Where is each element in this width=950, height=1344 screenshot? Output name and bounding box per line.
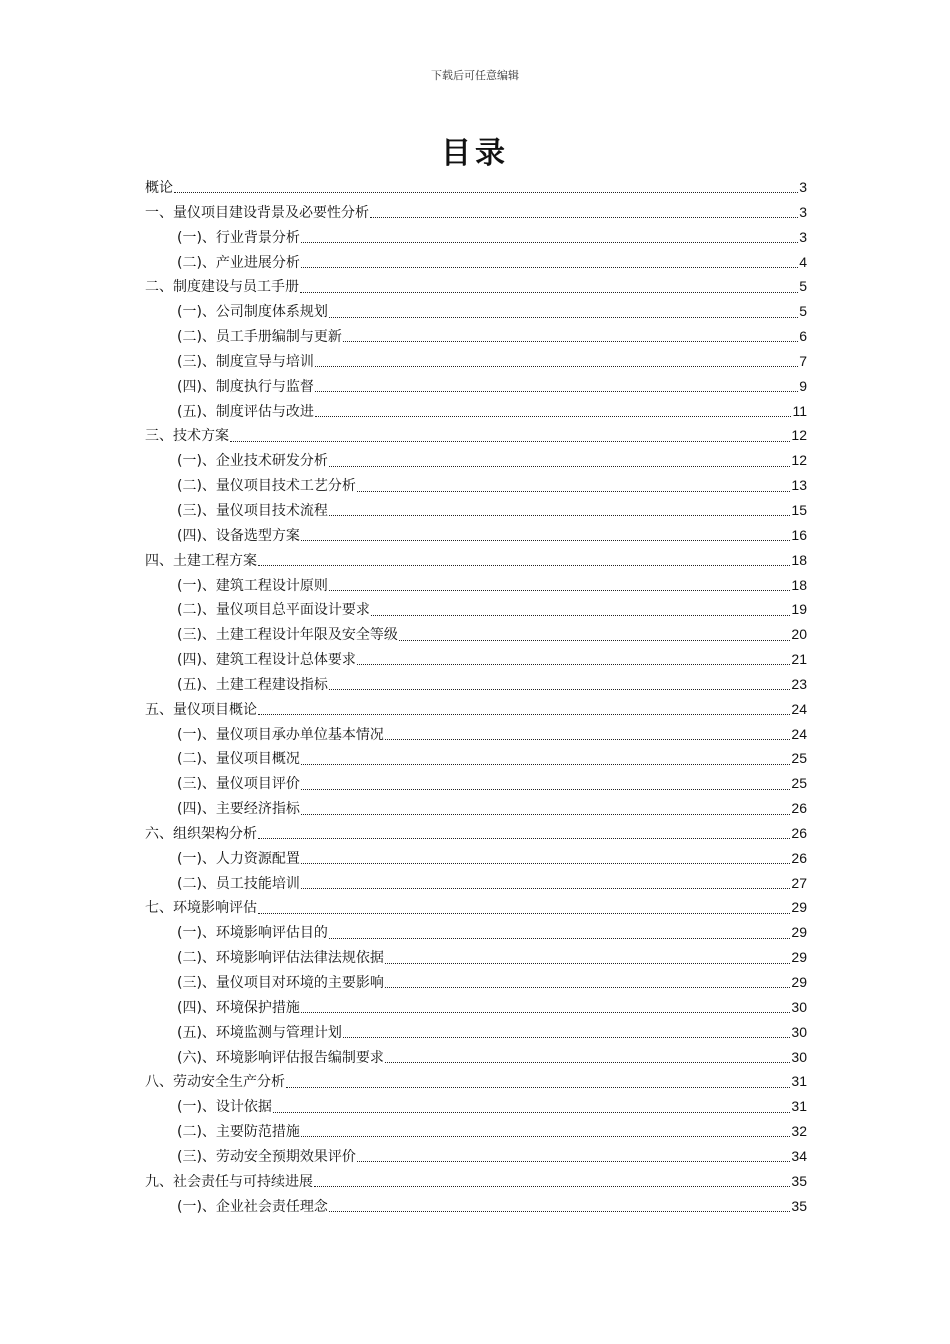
toc-entry-page-number: 29 [791, 899, 807, 916]
toc-dot-leader [329, 926, 790, 940]
toc-dot-leader [174, 180, 798, 194]
toc-entry-page-number: 15 [791, 501, 807, 518]
toc-entry-label: (六)、环境影响评估报告编制要求 [177, 1049, 384, 1066]
toc-entry-page-number: 21 [791, 651, 807, 668]
toc-entry-page-number: 24 [791, 700, 807, 717]
toc-entry[interactable] [145, 1069, 807, 1094]
toc-entry-page-number: 30 [791, 1048, 807, 1065]
toc-entry[interactable] [145, 672, 807, 697]
toc-entry[interactable] [145, 175, 807, 200]
toc-entry[interactable] [145, 523, 807, 548]
toc-dot-leader [301, 528, 790, 542]
toc-entry-label: (二)、产业进展分析 [177, 254, 300, 271]
toc-entry[interactable] [145, 622, 807, 647]
toc-entry[interactable] [145, 324, 807, 349]
toc-dot-leader [258, 826, 790, 840]
toc-entry[interactable] [145, 722, 807, 747]
toc-entry-label: (三)、劳动安全预期效果评价 [177, 1148, 356, 1165]
toc-entry[interactable] [145, 945, 807, 970]
toc-dot-leader [357, 652, 790, 666]
toc-entry-page-number: 35 [791, 1172, 807, 1189]
toc-dot-leader [357, 1149, 790, 1163]
toc-entry-page-number: 32 [791, 1123, 807, 1140]
toc-entry-label: (一)、公司制度体系规划 [177, 304, 328, 321]
toc-entry-label: 六、组织架构分析 [145, 825, 257, 842]
toc-entry-page-number: 4 [799, 253, 807, 270]
toc-entry[interactable] [145, 200, 807, 225]
toc-entry[interactable] [145, 597, 807, 622]
toc-entry-label: (二)、量仪项目技术工艺分析 [177, 478, 356, 495]
toc-entry[interactable] [145, 349, 807, 374]
toc-entry-label: 五、量仪项目概论 [145, 701, 257, 718]
toc-entry-label: (四)、主要经济指标 [177, 801, 300, 818]
toc-entry-page-number: 35 [791, 1197, 807, 1214]
toc-entry-page-number: 29 [791, 924, 807, 941]
toc-entry-page-number: 3 [799, 228, 807, 245]
toc-dot-leader [343, 1025, 790, 1039]
toc-entry-label: (二)、员工手册编制与更新 [177, 329, 342, 346]
toc-dot-leader [343, 329, 798, 343]
toc-entry-page-number: 26 [791, 849, 807, 866]
toc-dot-leader [315, 379, 798, 393]
toc-entry-label: (一)、设计依据 [177, 1099, 272, 1116]
toc-dot-leader [314, 1174, 790, 1188]
toc-entry[interactable] [145, 548, 807, 573]
toc-dot-leader [301, 777, 790, 791]
toc-entry-label: (四)、建筑工程设计总体要求 [177, 652, 356, 669]
toc-dot-leader [385, 951, 790, 965]
toc-entry-page-number: 26 [791, 800, 807, 817]
toc-entry-page-number: 30 [791, 998, 807, 1015]
toc-entry-label: 二、制度建设与员工手册 [145, 279, 299, 296]
toc-dot-leader [385, 975, 790, 989]
toc-entry-page-number: 6 [799, 328, 807, 345]
toc-entry-label: (一)、环境影响评估目的 [177, 925, 328, 942]
toc-entry[interactable] [145, 1094, 807, 1119]
toc-dot-leader [301, 255, 798, 269]
toc-entry-label: 一、量仪项目建设背景及必要性分析 [145, 204, 369, 221]
toc-dot-leader [301, 752, 790, 766]
toc-entry-label: (二)、环境影响评估法律法规依据 [177, 950, 384, 967]
toc-entry-label: (一)、人力资源配置 [177, 850, 300, 867]
toc-entry-page-number: 20 [791, 626, 807, 643]
toc-dot-leader [315, 404, 792, 418]
toc-entry-page-number: 31 [791, 1073, 807, 1090]
toc-entry[interactable] [145, 1045, 807, 1070]
toc-entry-label: 八、劳动安全生产分析 [145, 1074, 285, 1091]
toc-dot-leader [329, 578, 790, 592]
toc-entry-page-number: 12 [791, 452, 807, 469]
toc-entry-label: 三、技术方案 [145, 428, 229, 445]
toc-dot-leader [258, 702, 790, 716]
toc-entry-label: (五)、环境监测与管理计划 [177, 1024, 342, 1041]
toc-entry-label: (一)、建筑工程设计原则 [177, 577, 328, 594]
toc-entry-page-number: 18 [791, 576, 807, 593]
toc-entry-page-number: 5 [799, 303, 807, 320]
toc-entry[interactable] [145, 796, 807, 821]
toc-entry[interactable] [145, 573, 807, 598]
toc-entry-label: (五)、土建工程建设指标 [177, 676, 328, 693]
toc-entry[interactable] [145, 1194, 807, 1219]
toc-entry-label: (三)、量仪项目评价 [177, 776, 300, 793]
toc-entry-label: (四)、设备选型方案 [177, 527, 300, 544]
toc-entry-label: (一)、企业技术研发分析 [177, 453, 328, 470]
toc-dot-leader [357, 479, 790, 493]
toc-dot-leader [258, 553, 790, 567]
toc-entry[interactable] [145, 1169, 807, 1194]
toc-entry-label: (二)、量仪项目总平面设计要求 [177, 602, 370, 619]
toc-dot-leader [301, 802, 790, 816]
toc-dot-leader [315, 354, 798, 368]
toc-entry[interactable] [145, 647, 807, 672]
toc-entry-page-number: 29 [791, 949, 807, 966]
toc-entry[interactable] [145, 895, 807, 920]
toc-dot-leader [301, 1000, 790, 1014]
toc-entry-label: (五)、制度评估与改进 [177, 403, 314, 420]
toc-entry[interactable] [145, 1119, 807, 1144]
toc-entry[interactable] [145, 771, 807, 796]
toc-dot-leader [371, 603, 790, 617]
toc-entry[interactable] [145, 423, 807, 448]
toc-entry[interactable] [145, 970, 807, 995]
toc-entry-label: (二)、量仪项目概况 [177, 751, 300, 768]
toc-entry-label: (二)、员工技能培训 [177, 875, 300, 892]
toc-entry[interactable] [145, 697, 807, 722]
toc-dot-leader [385, 1050, 790, 1064]
toc-entry-label: (二)、主要防范措施 [177, 1124, 300, 1141]
toc-entry-page-number: 12 [791, 427, 807, 444]
toc-entry-label: (一)、行业背景分析 [177, 229, 300, 246]
toc-entry[interactable] [145, 473, 807, 498]
toc-dot-leader [301, 1124, 790, 1138]
toc-entry-label: 九、社会责任与可持续进展 [145, 1173, 313, 1190]
toc-entry[interactable] [145, 374, 807, 399]
toc-entry[interactable] [145, 299, 807, 324]
toc-dot-leader [230, 429, 790, 443]
toc-entry-page-number: 29 [791, 974, 807, 990]
toc-dot-leader [385, 727, 790, 741]
toc-entry-label: (四)、环境保护措施 [177, 999, 300, 1016]
toc-entry-page-number: 31 [791, 1098, 807, 1115]
toc-entry-page-number: 7 [799, 352, 807, 369]
toc-entry-label: 概论 [145, 180, 173, 196]
toc-entry-page-number: 25 [791, 750, 807, 767]
toc-entry-page-number: 25 [791, 775, 807, 792]
toc-entry-page-number: 24 [791, 725, 807, 742]
toc-dot-leader [286, 1075, 790, 1089]
toc-entry-page-number: 5 [799, 278, 807, 295]
toc-dot-leader [301, 876, 790, 890]
toc-dot-leader [301, 230, 798, 244]
toc-entry-label: (一)、量仪项目承办单位基本情况 [177, 726, 384, 743]
toc-entry[interactable] [145, 274, 807, 299]
toc-dot-leader [329, 677, 790, 691]
toc-entry-page-number: 19 [791, 601, 807, 618]
page-title: 目录 [441, 136, 509, 171]
toc-entry-page-number: 26 [791, 824, 807, 841]
toc-entry[interactable] [145, 920, 807, 945]
toc-entry-page-number: 18 [791, 551, 807, 568]
toc-entry[interactable] [145, 1020, 807, 1045]
toc-entry[interactable] [145, 821, 807, 846]
toc-entry-page-number: 9 [799, 377, 807, 394]
toc-entry-page-number: 13 [791, 477, 807, 494]
toc-entry[interactable] [145, 746, 807, 771]
toc-dot-leader [399, 628, 790, 642]
toc-entry[interactable] [145, 448, 807, 473]
toc-entry[interactable] [145, 250, 807, 275]
toc-entry-page-number: 11 [792, 402, 807, 419]
toc-entry[interactable] [145, 399, 807, 424]
toc-dot-leader [300, 280, 798, 294]
toc-entry[interactable] [145, 846, 807, 871]
toc-dot-leader [329, 503, 790, 517]
toc-entry-page-number: 3 [799, 203, 807, 220]
toc-entry[interactable] [145, 995, 807, 1020]
toc-dot-leader [329, 454, 790, 468]
table-of-contents [145, 175, 807, 1218]
toc-entry[interactable] [145, 225, 807, 250]
toc-entry-page-number: 30 [791, 1023, 807, 1040]
toc-dot-leader [329, 1199, 790, 1213]
toc-entry-page-number: 23 [791, 675, 807, 692]
toc-entry-label: (三)、制度宣导与培训 [177, 353, 314, 370]
toc-entry[interactable] [145, 871, 807, 896]
toc-entry-label: (四)、制度执行与监督 [177, 378, 314, 395]
toc-entry-label: 四、土建工程方案 [145, 552, 257, 569]
toc-dot-leader [273, 1100, 790, 1114]
toc-entry-page-number: 16 [791, 526, 807, 543]
toc-dot-leader [258, 901, 790, 915]
toc-entry-page-number: 34 [791, 1147, 807, 1164]
toc-entry-label: (三)、量仪项目技术流程 [177, 502, 328, 519]
toc-entry-label: (三)、土建工程设计年限及安全等级 [177, 627, 398, 644]
toc-entry[interactable] [145, 498, 807, 523]
toc-entry[interactable] [145, 1144, 807, 1169]
toc-dot-leader [329, 305, 798, 319]
toc-entry-label: (一)、企业社会责任理念 [177, 1198, 328, 1215]
toc-dot-leader [301, 851, 790, 865]
toc-entry-page-number: 3 [799, 179, 807, 195]
toc-dot-leader [370, 205, 798, 219]
toc-entry-label: (三)、量仪项目对环境的主要影响 [177, 975, 384, 991]
header-note: 下载后可任意编辑 [431, 69, 519, 82]
toc-entry-label: 七、环境影响评估 [145, 900, 257, 917]
toc-entry-page-number: 27 [791, 874, 807, 891]
